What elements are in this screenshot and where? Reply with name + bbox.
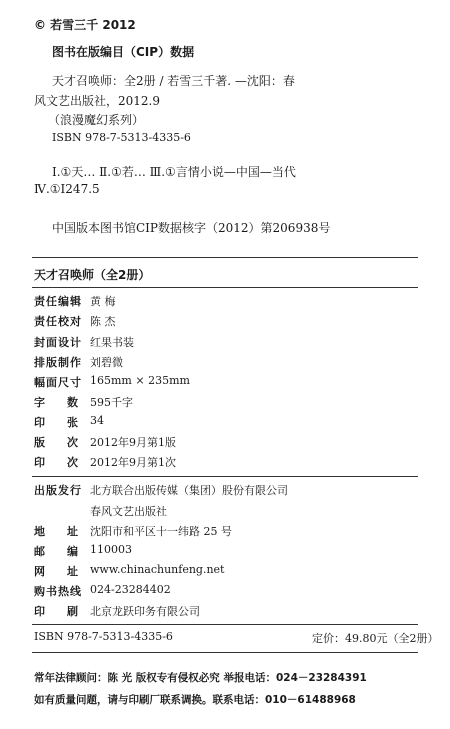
publisher-label: 购书热线 bbox=[34, 585, 82, 598]
publisher-label: 邮 编 bbox=[34, 545, 78, 558]
copyright-line: © 若雪三千 2012 bbox=[34, 18, 136, 32]
publisher-value: 北方联合出版传媒（集团）股份有限公司 bbox=[90, 484, 288, 497]
publisher-value: 110003 bbox=[90, 543, 132, 556]
cip-entry-line1: 天才召唤师：全2册 / 若雪三千著. —沈阳：春 bbox=[52, 74, 295, 88]
book-title: 天才召唤师（全2册） bbox=[34, 268, 151, 282]
credit-label: 版 次 bbox=[34, 436, 78, 449]
cip-classification-line1: Ⅰ.①天… Ⅱ.①若… Ⅲ.①言情小说—中国—当代 bbox=[52, 165, 296, 179]
publisher-label: 网 址 bbox=[34, 565, 78, 578]
price: 定价：49.80元（全2册） bbox=[312, 632, 439, 645]
cip-entry-line2: 风文艺出版社，2012.9 bbox=[34, 94, 160, 108]
credit-value: 红果书装 bbox=[90, 336, 134, 349]
publisher-label: 地 址 bbox=[34, 525, 78, 538]
credit-label: 幅面尺寸 bbox=[34, 376, 82, 389]
credit-label: 字 数 bbox=[34, 396, 78, 409]
divider-publisher bbox=[32, 624, 418, 625]
credit-label: 责任校对 bbox=[34, 315, 82, 328]
credit-label: 封面设计 bbox=[34, 336, 82, 349]
footer-isbn: ISBN 978-7-5313-4335-6 bbox=[34, 630, 173, 643]
publisher-value: 沈阳市和平区十一纬路 25 号 bbox=[90, 525, 232, 538]
credit-value: 34 bbox=[90, 414, 104, 427]
cip-series: （浪漫魔幻系列） bbox=[48, 113, 145, 127]
cip-classification-line2: Ⅳ.①I247.5 bbox=[34, 182, 100, 196]
publisher-value: 024-23284402 bbox=[90, 583, 171, 596]
divider-credits bbox=[32, 476, 418, 477]
credit-value: 2012年9月第1版 bbox=[90, 436, 176, 449]
credit-label: 印 张 bbox=[34, 416, 78, 429]
publisher-value: www.chinachunfeng.net bbox=[90, 563, 225, 576]
credit-label: 印 次 bbox=[34, 456, 78, 469]
credit-value: 595千字 bbox=[90, 396, 133, 409]
cip-record-number: 中国版本图书馆CIP数据核字（2012）第206938号 bbox=[52, 221, 331, 235]
publisher-value: 春风文艺出版社 bbox=[90, 505, 167, 518]
publisher-value: 北京龙跃印务有限公司 bbox=[90, 605, 200, 618]
credit-value: 刘碧微 bbox=[90, 356, 123, 369]
cip-isbn: ISBN 978-7-5313-4335-6 bbox=[52, 131, 191, 144]
credit-label: 排版制作 bbox=[34, 356, 82, 369]
credit-value: 165mm × 235mm bbox=[90, 374, 190, 387]
credit-value: 2012年9月第1次 bbox=[90, 456, 176, 469]
divider-title bbox=[32, 287, 418, 288]
cip-title: 图书在版编目（CIP）数据 bbox=[52, 45, 195, 59]
legal-line1: 常年法律顾问：陈 光 版权专有侵权必究 举报电话：024－23284391 bbox=[34, 672, 367, 684]
publisher-label: 印 刷 bbox=[34, 605, 78, 618]
credit-value: 陈 杰 bbox=[90, 315, 116, 328]
divider-top bbox=[32, 257, 418, 258]
legal-line2: 如有质量问题，请与印刷厂联系调换。联系电话：010－61488968 bbox=[34, 694, 356, 706]
divider-footer bbox=[32, 652, 418, 653]
credit-value: 黄 梅 bbox=[90, 295, 116, 308]
publisher-label: 出版发行 bbox=[34, 484, 82, 497]
credit-label: 责任编辑 bbox=[34, 295, 82, 308]
